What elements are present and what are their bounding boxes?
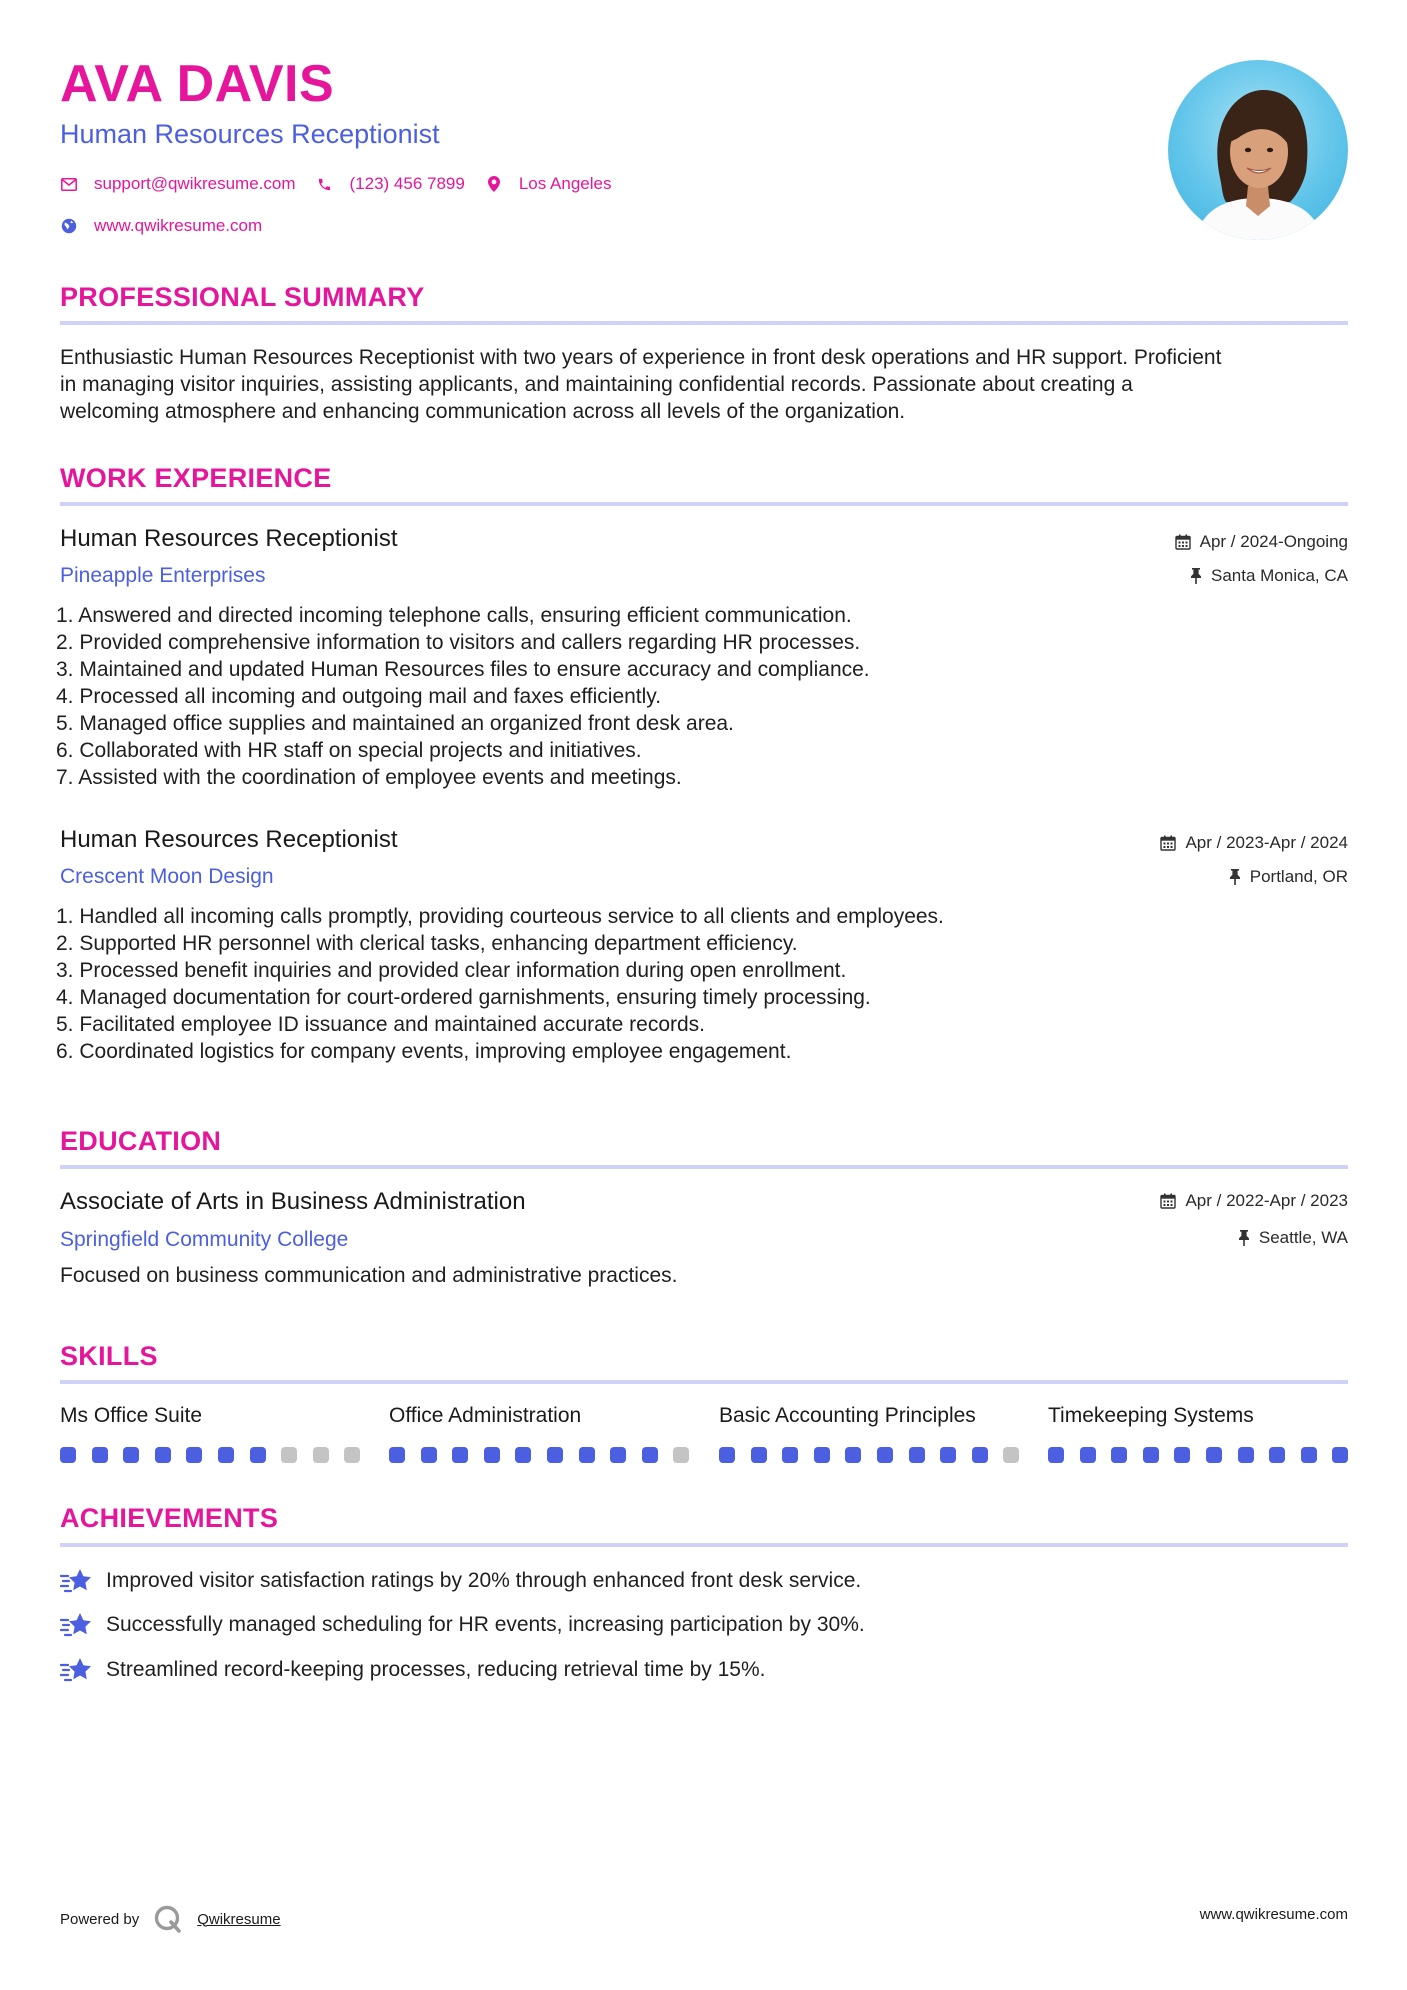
skill-dot-filled — [579, 1447, 595, 1463]
job-location-text: Santa Monica, CA — [1210, 566, 1348, 585]
list-item: 4. Processed all incoming and outgoing mail and faxes efficiently. — [56, 685, 662, 708]
skill-dot-filled — [1269, 1447, 1285, 1463]
skill-dot-filled — [1048, 1447, 1064, 1463]
skill-dot-filled — [452, 1447, 468, 1463]
list-item: 5. Facilitated employee ID issuance and maintained accurate records. — [56, 1013, 706, 1036]
skill-dot-filled — [1206, 1447, 1222, 1463]
skill-name: Basic Accounting Principles — [719, 1404, 976, 1427]
education-heading: EDUCATION — [60, 1126, 222, 1156]
skills-heading: SKILLS — [60, 1341, 158, 1371]
experience-heading: WORK EXPERIENCE — [60, 463, 332, 493]
education-dates-text: Apr / 2022-Apr / 2023 — [1185, 1191, 1348, 1210]
calendar-icon — [1160, 835, 1176, 851]
powered-by — [60, 1904, 281, 1934]
skill-dot-filled — [484, 1447, 500, 1463]
education-divider — [60, 1165, 1348, 1169]
calendar-icon — [1175, 534, 1191, 550]
achievements-divider — [60, 1543, 1348, 1547]
skill-ms-office-suite — [60, 1405, 202, 1426]
job-location — [1190, 567, 1348, 584]
list-item: 2. Supported HR personnel with clerical tasks, enhancing department efficiency. — [56, 932, 798, 955]
summary-divider — [60, 321, 1348, 325]
summary-line: welcoming atmosphere and enhancing communication across all levels of the organization. — [60, 400, 906, 423]
email-link[interactable]: support@qwikresume.com — [94, 174, 296, 193]
job-dates-text: Apr / 2024-Ongoing — [1199, 532, 1348, 551]
skill-dot-filled — [642, 1447, 658, 1463]
globe-icon — [60, 217, 78, 235]
education-degree: Associate of Arts in Business Administration — [60, 1188, 526, 1215]
profile-photo — [1168, 60, 1348, 240]
skill-dot-filled — [610, 1447, 626, 1463]
experience-divider — [60, 502, 1348, 506]
powered-by-label: Powered by — [60, 1910, 140, 1928]
skill-dot-filled — [814, 1447, 830, 1463]
calendar-icon — [1160, 1193, 1176, 1209]
list-item: 7. Assisted with the coordination of employee events and meetings. — [56, 766, 682, 789]
star-award-icon — [60, 1610, 94, 1640]
education-location-text: Seattle, WA — [1258, 1228, 1348, 1247]
skill-dot-filled — [972, 1447, 988, 1463]
pushpin-icon — [1238, 1230, 1250, 1246]
job-location — [1229, 868, 1348, 885]
summary-line: in managing visitor inquiries, assisting applicants, and maintaining confidential records. Passionate about creating a — [60, 373, 1133, 396]
list-item: 2. Provided comprehensive information to visitors and callers regarding HR processes. — [56, 631, 861, 654]
summary-heading: PROFESSIONAL SUMMARY — [60, 282, 425, 312]
skill-office-administration — [389, 1405, 581, 1426]
job-company: Pineapple Enterprises — [60, 564, 266, 587]
skill-dot-filled — [1111, 1447, 1127, 1463]
skill-basic-accounting-principles — [719, 1405, 976, 1426]
achievement-text: Improved visitor satisfaction ratings by 20% through enhanced front desk service. — [106, 1569, 862, 1592]
list-item: 3. Maintained and updated Human Resources files to ensure accuracy and compliance. — [56, 658, 870, 681]
contact-row-2 — [60, 214, 282, 238]
skill-dot-filled — [1332, 1447, 1348, 1463]
skill-dot-filled — [155, 1447, 171, 1463]
location-text: Los Angeles — [518, 174, 612, 193]
skill-dot-filled — [515, 1447, 531, 1463]
skill-dot-filled — [186, 1447, 202, 1463]
candidate-role: Human Resources Receptionist — [60, 119, 440, 149]
skill-dot-filled — [1143, 1447, 1159, 1463]
list-item: 4. Managed documentation for court-ordered garnishments, ensuring timely processing. — [56, 986, 871, 1009]
achievement-item — [60, 1610, 865, 1640]
job-bullets — [56, 602, 1256, 791]
achievement-text: Streamlined record-keeping processes, reducing retrieval time by 15%. — [106, 1658, 766, 1681]
skill-name: Office Administration — [389, 1404, 582, 1427]
phone-number[interactable]: (123) 456 7899 — [349, 174, 465, 193]
job-bullets — [56, 903, 1256, 1065]
skill-dot-filled — [547, 1447, 563, 1463]
skill-dot-filled — [782, 1447, 798, 1463]
skill-dot-empty — [313, 1447, 329, 1463]
skill-dot-filled — [1238, 1447, 1254, 1463]
skill-dot-filled — [60, 1447, 76, 1463]
list-item: 1. Handled all incoming calls promptly, providing courteous service to all clients and employees. — [56, 905, 944, 928]
achievement-item — [60, 1566, 861, 1596]
education-location — [1238, 1229, 1348, 1246]
skill-dot-filled — [1174, 1447, 1190, 1463]
skill-dot-filled — [1301, 1447, 1317, 1463]
achievements-heading: ACHIEVEMENTS — [60, 1503, 279, 1533]
footer-url[interactable]: www.qwikresume.com — [1199, 1906, 1348, 1923]
job-dates — [1160, 834, 1348, 851]
skill-dot-filled — [845, 1447, 861, 1463]
contact-row-1 — [60, 172, 631, 196]
list-item: 6. Coordinated logistics for company events, improving employee engagement. — [56, 1040, 792, 1063]
list-item: 3. Processed benefit inquiries and provided clear information during open enrollment. — [56, 959, 847, 982]
job-title: Human Resources Receptionist — [60, 826, 398, 853]
skills-divider — [60, 1380, 1348, 1384]
list-item: 5. Managed office supplies and maintained an organized front desk area. — [56, 712, 734, 735]
education-dates — [1160, 1192, 1348, 1209]
qwikresume-link[interactable]: Qwikresume — [197, 1910, 281, 1928]
star-award-icon — [60, 1566, 94, 1596]
job-dates — [1175, 533, 1348, 550]
skill-dot-empty — [344, 1447, 360, 1463]
skill-dot-empty — [281, 1447, 297, 1463]
star-award-icon — [60, 1655, 94, 1685]
list-item: 6. Collaborated with HR staff on special projects and initiatives. — [56, 739, 642, 762]
skill-dot-filled — [92, 1447, 108, 1463]
skill-dot-empty — [673, 1447, 689, 1463]
envelope-icon — [60, 175, 78, 193]
skill-dot-filled — [909, 1447, 925, 1463]
job-company: Crescent Moon Design — [60, 865, 274, 888]
qwikresume-logo-icon — [153, 1904, 183, 1934]
education-school: Springfield Community College — [60, 1228, 349, 1251]
skill-dot-filled — [719, 1447, 735, 1463]
skill-dot-filled — [250, 1447, 266, 1463]
skill-dot-filled — [218, 1447, 234, 1463]
skill-dot-filled — [421, 1447, 437, 1463]
summary-line: Enthusiastic Human Resources Receptionist with two years of experience in front desk operations and HR support. Proficient — [60, 346, 1222, 369]
skill-name: Ms Office Suite — [60, 1404, 202, 1427]
skill-name: Timekeeping Systems — [1048, 1404, 1254, 1427]
website-link[interactable]: www.qwikresume.com — [94, 216, 263, 235]
map-pin-icon — [485, 175, 503, 193]
phone-icon — [316, 175, 334, 193]
pushpin-icon — [1229, 869, 1241, 885]
skill-dot-filled — [123, 1447, 139, 1463]
skill-dot-filled — [877, 1447, 893, 1463]
list-item: 1. Answered and directed incoming telephone calls, ensuring efficient communication. — [56, 604, 852, 627]
skill-dot-filled — [940, 1447, 956, 1463]
achievement-item — [60, 1655, 765, 1685]
education-description: Focused on business communication and administrative practices. — [60, 1264, 678, 1287]
summary-text — [60, 344, 1350, 425]
achievement-text: Successfully managed scheduling for HR events, increasing participation by 30%. — [106, 1613, 865, 1636]
skill-dot-filled — [1080, 1447, 1096, 1463]
candidate-name: AVA DAVIS — [60, 55, 335, 113]
skill-dot-empty — [1003, 1447, 1019, 1463]
profile-photo-illustration — [1168, 60, 1348, 240]
skill-dot-filled — [389, 1447, 405, 1463]
job-title: Human Resources Receptionist — [60, 525, 398, 552]
skill-timekeeping-systems — [1048, 1405, 1254, 1426]
job-dates-text: Apr / 2023-Apr / 2024 — [1185, 833, 1348, 852]
pushpin-icon — [1190, 568, 1202, 584]
job-location-text: Portland, OR — [1249, 867, 1348, 886]
skill-dot-filled — [751, 1447, 767, 1463]
